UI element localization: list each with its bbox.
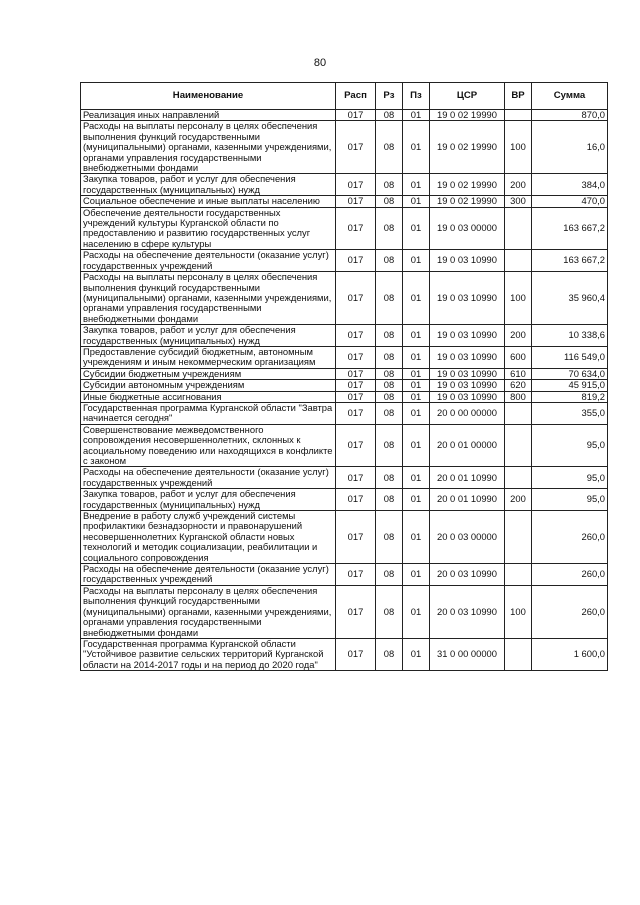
row-sum: 95,0 xyxy=(532,489,608,511)
row-pz: 01 xyxy=(403,638,430,670)
header-name: Наименование xyxy=(81,83,336,110)
row-name: Расходы на обеспечение деятельности (оказание услуг) государственных учреждений xyxy=(81,564,336,586)
row-csr: 20 0 01 00000 xyxy=(430,424,505,467)
row-rasp: 017 xyxy=(336,511,376,564)
row-pz: 01 xyxy=(403,402,430,424)
row-sum: 70 634,0 xyxy=(532,368,608,379)
row-rz: 08 xyxy=(376,250,403,272)
row-rasp: 017 xyxy=(336,196,376,207)
table-row xyxy=(81,346,608,368)
row-vr xyxy=(505,424,532,467)
row-rasp: 017 xyxy=(336,110,376,121)
row-name: Расходы на обеспечение деятельности (оказание услуг) государственных учреждений xyxy=(81,467,336,489)
row-csr: 19 0 03 00000 xyxy=(430,207,505,250)
table-row xyxy=(81,207,608,250)
row-rasp: 017 xyxy=(336,346,376,368)
row-rz: 08 xyxy=(376,638,403,670)
row-name: Расходы на выплаты персоналу в целях обеспечения выполнения функций государственными (муниципальными) органами, казенными учреждениями, органами управления государственными внебюджетными фондами xyxy=(81,121,336,174)
row-pz: 01 xyxy=(403,380,430,391)
table-row xyxy=(81,368,608,379)
row-sum: 1 600,0 xyxy=(532,638,608,670)
row-pz: 01 xyxy=(403,207,430,250)
row-rasp: 017 xyxy=(336,272,376,325)
row-vr: 100 xyxy=(505,272,532,325)
table-row xyxy=(81,110,608,121)
row-vr: 300 xyxy=(505,196,532,207)
row-sum: 260,0 xyxy=(532,564,608,586)
row-sum: 819,2 xyxy=(532,391,608,402)
row-vr xyxy=(505,110,532,121)
row-pz: 01 xyxy=(403,346,430,368)
table-row xyxy=(81,121,608,174)
row-pz: 01 xyxy=(403,489,430,511)
row-name: Государственная программа Курганской области "Завтра начинается сегодня" xyxy=(81,402,336,424)
table-row xyxy=(81,489,608,511)
table-row xyxy=(81,325,608,347)
row-vr xyxy=(505,207,532,250)
row-rz: 08 xyxy=(376,564,403,586)
row-sum: 384,0 xyxy=(532,174,608,196)
row-pz: 01 xyxy=(403,272,430,325)
row-sum: 163 667,2 xyxy=(532,250,608,272)
row-pz: 01 xyxy=(403,196,430,207)
row-pz: 01 xyxy=(403,174,430,196)
row-vr: 600 xyxy=(505,346,532,368)
row-name: Субсидии бюджетным учреждениям xyxy=(81,368,336,379)
row-sum: 870,0 xyxy=(532,110,608,121)
page-number: 80 xyxy=(313,57,327,69)
row-csr: 31 0 00 00000 xyxy=(430,638,505,670)
row-rz: 08 xyxy=(376,511,403,564)
row-vr: 100 xyxy=(505,121,532,174)
row-name: Реализация иных направлений xyxy=(81,110,336,121)
row-csr: 20 0 01 10990 xyxy=(430,489,505,511)
row-rz: 08 xyxy=(376,402,403,424)
row-rasp: 017 xyxy=(336,250,376,272)
row-name: Социальное обеспечение и иные выплаты населению xyxy=(81,196,336,207)
row-csr: 19 0 02 19990 xyxy=(430,174,505,196)
row-pz: 01 xyxy=(403,110,430,121)
row-sum: 260,0 xyxy=(532,585,608,638)
table-row xyxy=(81,638,608,670)
row-pz: 01 xyxy=(403,325,430,347)
row-sum: 95,0 xyxy=(532,424,608,467)
row-rz: 08 xyxy=(376,489,403,511)
row-vr xyxy=(505,402,532,424)
row-rz: 08 xyxy=(376,368,403,379)
row-rz: 08 xyxy=(376,121,403,174)
row-rasp: 017 xyxy=(336,489,376,511)
table-row xyxy=(81,196,608,207)
row-vr: 200 xyxy=(505,489,532,511)
row-pz: 01 xyxy=(403,424,430,467)
row-pz: 01 xyxy=(403,121,430,174)
row-sum: 16,0 xyxy=(532,121,608,174)
row-name: Обеспечение деятельности государственных учреждений культуры Курганской области по предоставлению и развитию государственных услуг населению в сфере культуры xyxy=(81,207,336,250)
row-csr: 19 0 02 19990 xyxy=(430,196,505,207)
budget-table xyxy=(80,82,608,671)
row-rasp: 017 xyxy=(336,564,376,586)
table-body xyxy=(81,110,608,671)
row-pz: 01 xyxy=(403,391,430,402)
table-row xyxy=(81,272,608,325)
row-csr: 20 0 00 00000 xyxy=(430,402,505,424)
row-vr xyxy=(505,638,532,670)
table-row xyxy=(81,380,608,391)
row-sum: 470,0 xyxy=(532,196,608,207)
row-pz: 01 xyxy=(403,250,430,272)
row-rasp: 017 xyxy=(336,380,376,391)
row-csr: 19 0 03 10990 xyxy=(430,368,505,379)
row-name: Иные бюджетные ассигнования xyxy=(81,391,336,402)
row-sum: 260,0 xyxy=(532,511,608,564)
row-name: Предоставление субсидий бюджетным, автономным учреждениям и иным некоммерческим организациям xyxy=(81,346,336,368)
row-rasp: 017 xyxy=(336,424,376,467)
row-name: Расходы на обеспечение деятельности (оказание услуг) государственных учреждений xyxy=(81,250,336,272)
row-sum: 45 915,0 xyxy=(532,380,608,391)
row-vr xyxy=(505,511,532,564)
header-csr: ЦСР xyxy=(430,83,505,110)
row-csr: 19 0 03 10990 xyxy=(430,272,505,325)
row-sum: 116 549,0 xyxy=(532,346,608,368)
row-sum: 95,0 xyxy=(532,467,608,489)
row-rz: 08 xyxy=(376,196,403,207)
header-sum: Сумма xyxy=(532,83,608,110)
row-csr: 19 0 02 19990 xyxy=(430,121,505,174)
row-rasp: 017 xyxy=(336,207,376,250)
row-csr: 19 0 03 10990 xyxy=(430,346,505,368)
row-rasp: 017 xyxy=(336,585,376,638)
row-rz: 08 xyxy=(376,207,403,250)
row-vr: 200 xyxy=(505,325,532,347)
row-rasp: 017 xyxy=(336,402,376,424)
row-vr: 200 xyxy=(505,174,532,196)
row-rz: 08 xyxy=(376,272,403,325)
row-name: Субсидии автономным учреждениям xyxy=(81,380,336,391)
row-name: Закупка товаров, работ и услуг для обеспечения государственных (муниципальных) нужд xyxy=(81,174,336,196)
table-row xyxy=(81,585,608,638)
table-row xyxy=(81,250,608,272)
row-rasp: 017 xyxy=(336,325,376,347)
row-rasp: 017 xyxy=(336,638,376,670)
row-rasp: 017 xyxy=(336,391,376,402)
row-csr: 19 0 03 10990 xyxy=(430,325,505,347)
row-name: Закупка товаров, работ и услуг для обеспечения государственных (муниципальных) нужд xyxy=(81,489,336,511)
header-rz: Рз xyxy=(376,83,403,110)
table-header-row xyxy=(81,83,608,110)
row-rz: 08 xyxy=(376,424,403,467)
row-vr xyxy=(505,467,532,489)
row-vr: 100 xyxy=(505,585,532,638)
row-vr xyxy=(505,250,532,272)
row-rz: 08 xyxy=(376,467,403,489)
row-sum: 35 960,4 xyxy=(532,272,608,325)
row-csr: 20 0 03 10990 xyxy=(430,585,505,638)
row-rasp: 017 xyxy=(336,467,376,489)
row-csr: 19 0 02 19990 xyxy=(430,110,505,121)
row-name: Совершенствование межведомственного сопровождения несовершеннолетних, склонных к асоциальному поведению или находящихся в конфликте с законом xyxy=(81,424,336,467)
row-pz: 01 xyxy=(403,585,430,638)
row-rasp: 017 xyxy=(336,174,376,196)
row-vr xyxy=(505,564,532,586)
table-row xyxy=(81,424,608,467)
row-rz: 08 xyxy=(376,325,403,347)
row-rasp: 017 xyxy=(336,121,376,174)
row-rz: 08 xyxy=(376,380,403,391)
table-row xyxy=(81,467,608,489)
row-rz: 08 xyxy=(376,174,403,196)
row-csr: 20 0 03 10990 xyxy=(430,564,505,586)
table-row xyxy=(81,391,608,402)
table-row xyxy=(81,511,608,564)
row-name: Расходы на выплаты персоналу в целях обеспечения выполнения функций государственными (муниципальными) органами, казенными учреждениями, органами управления государственными внебюджетными фондами xyxy=(81,272,336,325)
row-csr: 19 0 03 10990 xyxy=(430,380,505,391)
row-pz: 01 xyxy=(403,467,430,489)
row-csr: 20 0 01 10990 xyxy=(430,467,505,489)
row-rz: 08 xyxy=(376,391,403,402)
row-rasp: 017 xyxy=(336,368,376,379)
row-rz: 08 xyxy=(376,585,403,638)
row-vr: 610 xyxy=(505,368,532,379)
row-name: Государственная программа Курганской области "Устойчивое развитие сельских территорий Курганской области на 2014-2017 годы и на период до 2020 года" xyxy=(81,638,336,670)
row-name: Внедрение в работу служб учреждений системы профилактики безнадзорности и правонарушений несовершеннолетних Курганской области новых технологий и методик социализации, реабилитации и социального сопровождения xyxy=(81,511,336,564)
row-pz: 01 xyxy=(403,511,430,564)
row-rz: 08 xyxy=(376,110,403,121)
row-rz: 08 xyxy=(376,346,403,368)
table-row xyxy=(81,402,608,424)
header-vr: ВР xyxy=(505,83,532,110)
row-csr: 20 0 03 00000 xyxy=(430,511,505,564)
row-pz: 01 xyxy=(403,564,430,586)
row-sum: 355,0 xyxy=(532,402,608,424)
row-sum: 10 338,6 xyxy=(532,325,608,347)
row-sum: 163 667,2 xyxy=(532,207,608,250)
row-csr: 19 0 03 10990 xyxy=(430,391,505,402)
row-pz: 01 xyxy=(403,368,430,379)
row-name: Расходы на выплаты персоналу в целях обеспечения выполнения функций государственными (муниципальными) органами, казенными учреждениями, органами управления государственными внебюджетными фондами xyxy=(81,585,336,638)
table-row xyxy=(81,174,608,196)
row-csr: 19 0 03 10990 xyxy=(430,250,505,272)
row-vr: 620 xyxy=(505,380,532,391)
table-row xyxy=(81,564,608,586)
row-vr: 800 xyxy=(505,391,532,402)
header-rasp: Расп xyxy=(336,83,376,110)
row-name: Закупка товаров, работ и услуг для обеспечения государственных (муниципальных) нужд xyxy=(81,325,336,347)
header-pz: Пз xyxy=(403,83,430,110)
